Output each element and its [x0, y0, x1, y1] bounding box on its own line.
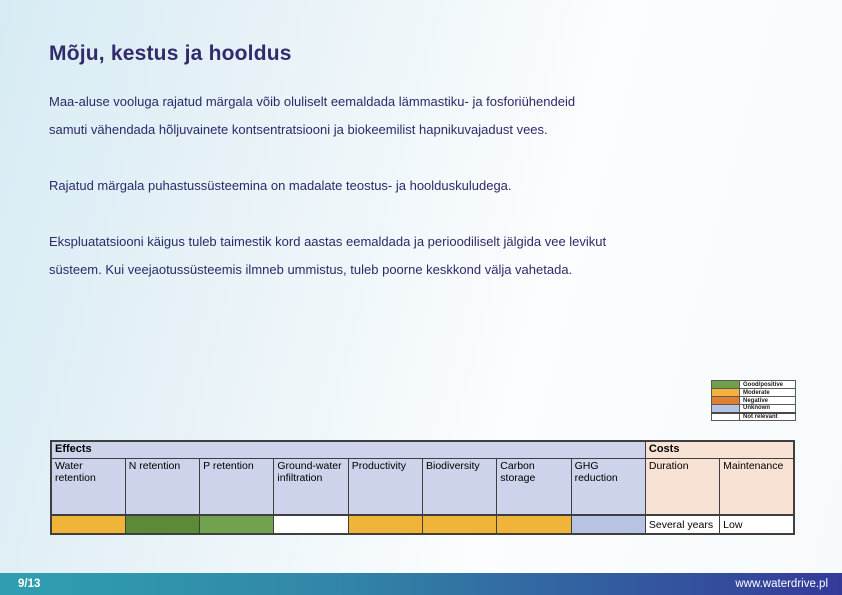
paragraph-line: Ekspluatatsiooni käigus tuleb taimestik kord aastas eemaldada ja perioodiliselt jälgida vee levikut [49, 234, 607, 249]
column-header-n-retention: N retention [125, 458, 199, 515]
paragraph [49, 88, 709, 144]
legend-label: Good/positive [740, 381, 796, 389]
column-header-ghg-reduction: GHG reduction [571, 458, 645, 515]
body-text [49, 88, 709, 312]
paragraph-line: Maa-aluse vooluga rajatud märgala võib oluliselt eemaldada lämmastiku- ja fosforiühendeid [49, 94, 576, 109]
rating-cell-biodiversity [422, 515, 496, 534]
rating-cell-productivity [348, 515, 422, 534]
column-header-ground-water-infiltration: Ground-water infiltration [274, 458, 348, 515]
website-link[interactable]: www.waterdrive.pl [735, 578, 828, 590]
paragraph-line: samuti vähendada hõljuvainete kontsentratsiooni ja biokeemilist hapnikuvajadust vees. [49, 122, 548, 137]
column-header-biodiversity: Biodiversity [422, 458, 496, 515]
table-header-row [51, 458, 794, 515]
rating-cell-n-retention [125, 515, 199, 534]
page-number: 9/13 [18, 578, 41, 590]
column-header-productivity: Productivity [348, 458, 422, 515]
footer-bar [0, 573, 842, 595]
legend-swatch-good-positive [712, 381, 740, 389]
rating-cell-p-retention [200, 515, 274, 534]
cost-cell-maintenance: Low [720, 515, 794, 534]
effects-costs-table [50, 440, 795, 535]
rating-cell-carbon-storage [497, 515, 571, 534]
legend-swatch-moderate [712, 389, 740, 397]
legend-swatch-negative [712, 397, 740, 405]
costs-group-header: Costs [645, 441, 794, 458]
column-header-maintenance: Maintenance [720, 458, 794, 515]
column-header-water-retention: Water retention [51, 458, 125, 515]
paragraph-line: Rajatud märgala puhastussüsteemina on madalate teostus- ja hoolduskuludega. [49, 178, 512, 193]
legend-swatch-not-relevant [712, 413, 740, 421]
legend-row [712, 389, 796, 397]
legend-row [712, 413, 796, 421]
table-group-row [51, 441, 794, 458]
paragraph-line: süsteem. Kui veejaotussüsteemis ilmneb ummistus, tuleb poorne keskkond välja vahetada. [49, 262, 573, 277]
legend-row [712, 397, 796, 405]
paragraph [49, 228, 709, 284]
legend-row [712, 405, 796, 413]
legend-label: Not relevant [740, 413, 796, 421]
legend-table [711, 380, 796, 421]
page-title: Mõju, kestus ja hooldus [49, 42, 292, 65]
rating-cell-water-retention [51, 515, 125, 534]
rating-cell-ghg-reduction [571, 515, 645, 534]
legend-row [712, 381, 796, 389]
legend-label: Unknown [740, 405, 796, 413]
column-header-carbon-storage: Carbon storage [497, 458, 571, 515]
legend-label: Moderate [740, 389, 796, 397]
column-header-duration: Duration [645, 458, 719, 515]
effects-group-header: Effects [51, 441, 645, 458]
table-value-row [51, 515, 794, 534]
legend-label: Negative [740, 397, 796, 405]
column-header-p-retention: P retention [200, 458, 274, 515]
rating-cell-ground-water-infiltration [274, 515, 348, 534]
legend-swatch-unknown [712, 405, 740, 413]
cost-cell-duration: Several years [645, 515, 719, 534]
paragraph [49, 172, 709, 200]
